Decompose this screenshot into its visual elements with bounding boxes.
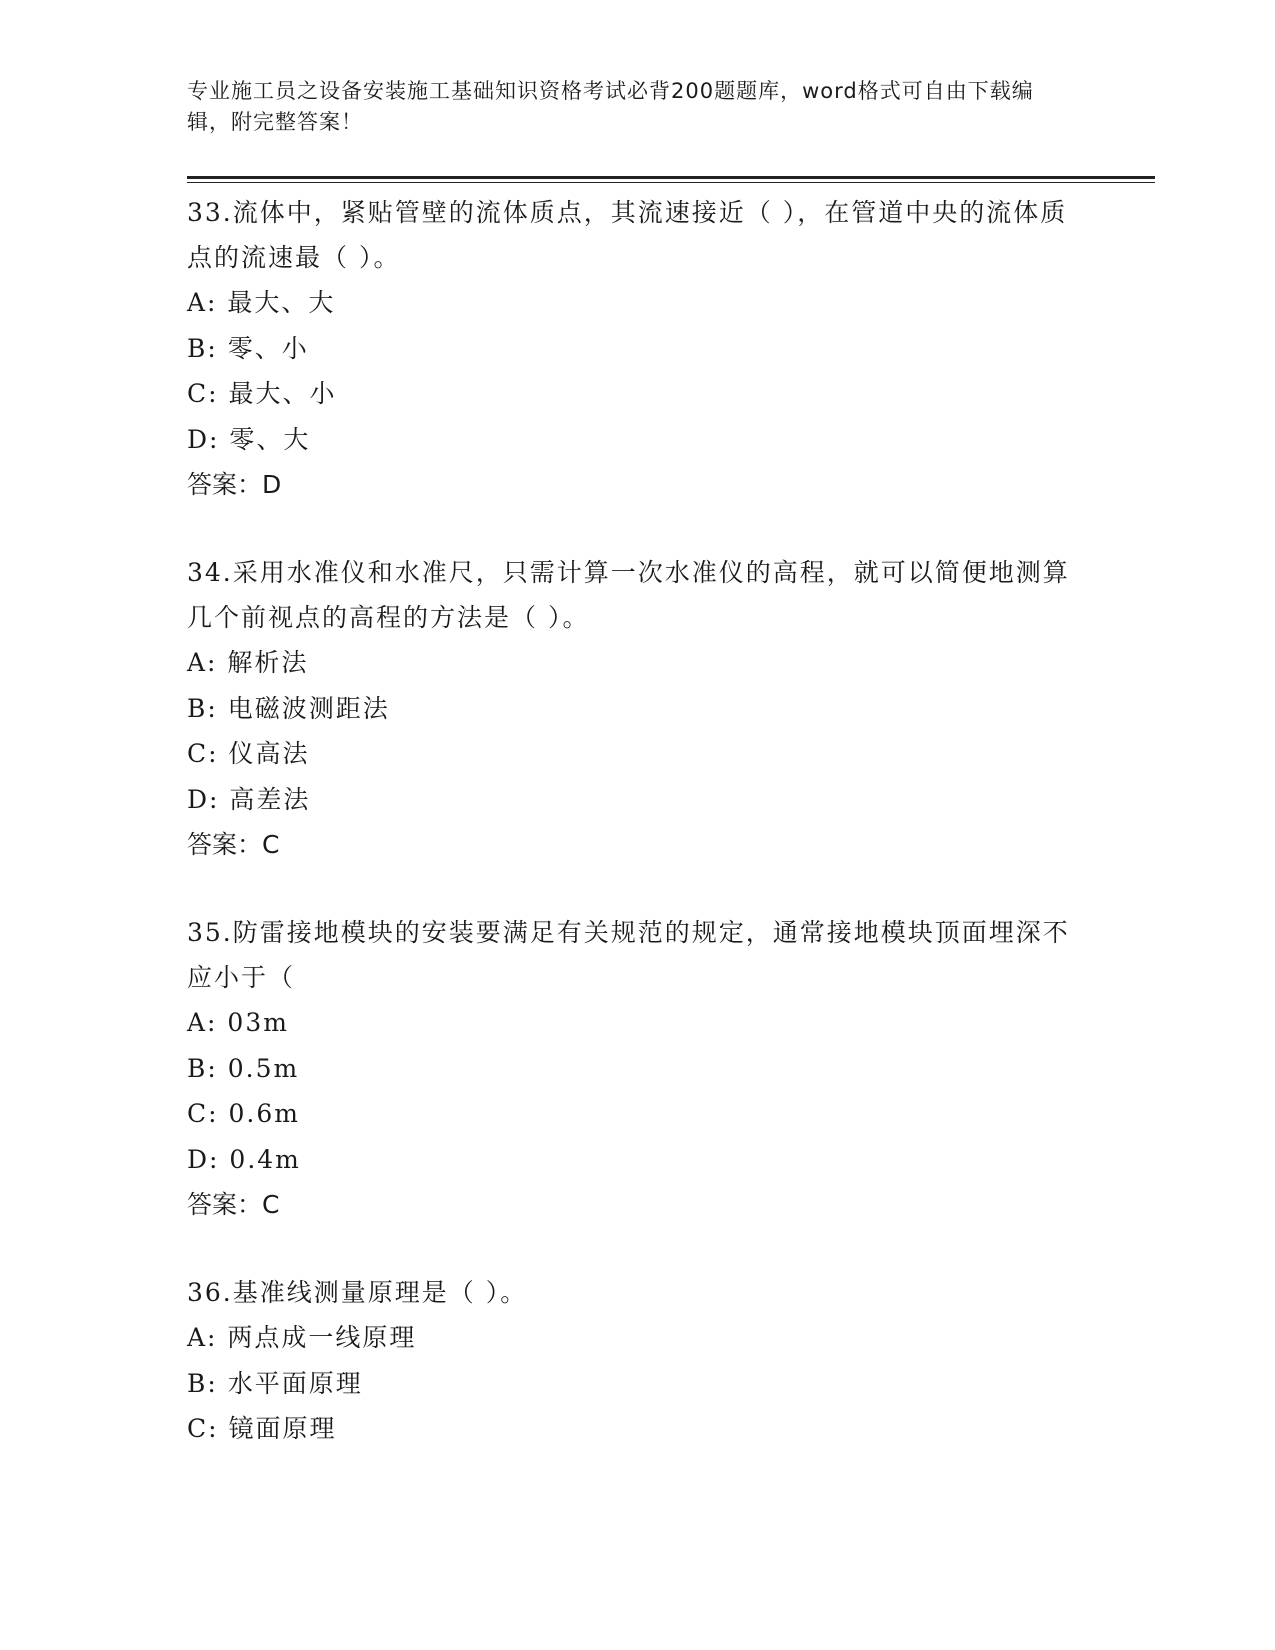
option-a: A: 03m [187, 1008, 289, 1037]
option-d: D: 0.4m [187, 1144, 301, 1174]
answer-line: 答案：D [187, 470, 282, 499]
answer-line: 答案：C [187, 830, 280, 859]
option-a: A: 解析法 [187, 648, 309, 677]
option-c: C: 仪高法 [187, 739, 310, 768]
option-b: B: 电磁波测距法 [187, 693, 390, 723]
header-divider-thick [187, 176, 1155, 179]
question-gap [187, 1227, 1087, 1270]
option-a: A: 两点成一线原理 [187, 1323, 417, 1352]
header-divider-thin [187, 182, 1155, 183]
question-35 [187, 910, 1087, 1227]
option-c: C: 镜面原理 [187, 1414, 337, 1443]
question-list [187, 190, 1087, 1452]
question-stem: 36.基准线测量原理是（ ）。 [187, 1278, 528, 1307]
option-d: D: 高差法 [187, 784, 311, 814]
option-a: A: 最大、大 [187, 288, 336, 317]
answer-line: 答案：C [187, 1190, 280, 1219]
question-36 [187, 1270, 1087, 1452]
option-b: B: 水平面原理 [187, 1368, 363, 1398]
question-stem: 34.采用水准仪和水准尺，只需计算一次水准仪的高程，就可以简便地测算几个前视点的高程的方法是（ ）。 [187, 558, 1070, 632]
question-gap [187, 867, 1087, 910]
question-stem: 33.流体中，紧贴管壁的流体质点，其流速接近（ ），在管道中央的流体质点的流速最（ ）。 [187, 198, 1068, 272]
question-34 [187, 550, 1087, 867]
option-d: D: 零、大 [187, 424, 311, 454]
option-b: B: 零、小 [187, 333, 309, 363]
question-33 [187, 190, 1087, 507]
question-gap [187, 507, 1087, 550]
question-stem: 35.防雷接地模块的安装要满足有关规范的规定，通常接地模块顶面埋深不应小于（ [187, 918, 1070, 992]
option-b: B: 0.5m [187, 1053, 300, 1083]
option-c: C: 最大、小 [187, 379, 337, 408]
page-header-title: 专业施工员之设备安装施工基础知识资格考试必背200题题库，word格式可自由下载编辑，附完整答案！ [187, 79, 1034, 134]
option-c: C: 0.6m [187, 1099, 300, 1128]
